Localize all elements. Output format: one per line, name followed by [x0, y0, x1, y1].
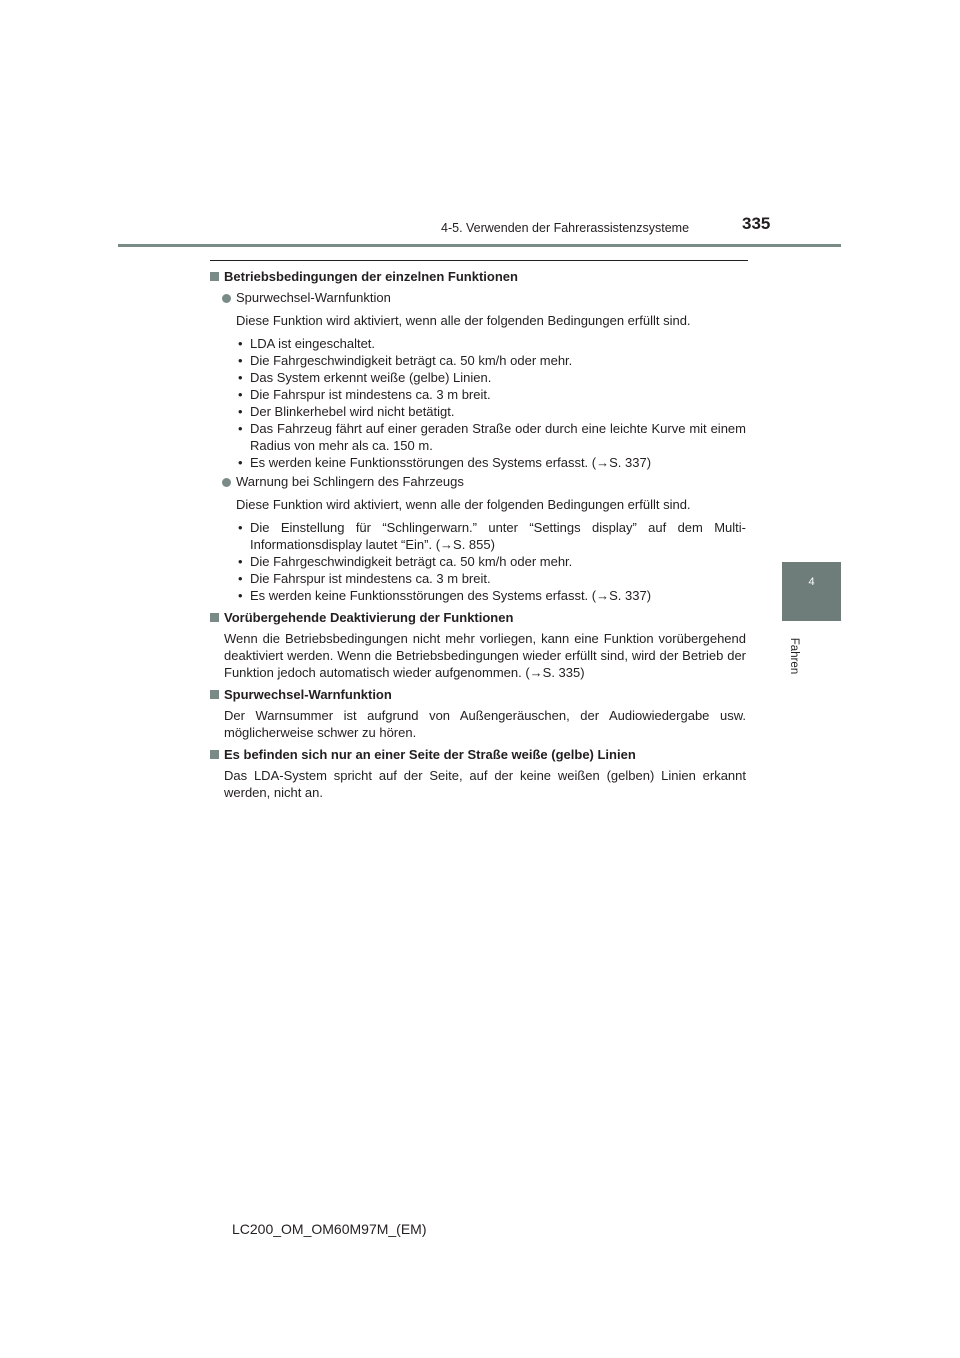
section-heading: Spurwechsel-Warnfunktion: [210, 686, 746, 703]
circle-bullet-icon: [222, 294, 231, 303]
list-item: • Es werden keine Funktionsstörungen des Systems erfasst. (→S. 337): [238, 454, 746, 471]
list-item: • Das Fahrzeug fährt auf einer geraden Straße oder durch eine leichte Kurve mit einem Radius von mehr als ca. 150 m.: [238, 420, 746, 454]
list-item: • Die Fahrspur ist mindestens ca. 3 m breit.: [238, 386, 746, 403]
list-item: • Die Fahrgeschwindigkeit beträgt ca. 50 km/h oder mehr.: [238, 553, 746, 570]
header-section-title: 4-5. Verwenden der Fahrerassistenzsysteme: [441, 221, 690, 235]
subsection-heading: Spurwechsel-Warnfunktion: [222, 289, 746, 306]
list-item: • Die Fahrspur ist mindestens ca. 3 m breit.: [238, 570, 746, 587]
circle-bullet-icon: [222, 478, 231, 487]
square-bullet-icon: [210, 272, 219, 281]
square-bullet-icon: [210, 613, 219, 622]
section-heading: Vorübergehende Deaktivierung der Funktionen: [210, 609, 746, 626]
subsection-intro: Diese Funktion wird aktiviert, wenn alle der folgenden Bedingungen erfüllt sind.: [236, 497, 691, 512]
list-item: • Die Einstellung für “Schlingerwarn.” unter “Settings display” auf dem Multi-Informationsdisplay lautet “Ein”. (→S. 855): [238, 519, 746, 553]
section-heading: Es befinden sich nur an einer Seite der Straße weiße (gelbe) Linien: [210, 746, 746, 763]
header-rule: [118, 244, 841, 247]
list-item: • Es werden keine Funktionsstörungen des Systems erfasst. (→S. 337): [238, 587, 746, 604]
content-top-rule: [210, 260, 748, 261]
condition-list: [238, 335, 746, 471]
chapter-number: 4: [808, 576, 815, 588]
document-code: LC200_OM_OM60M97M_(EM): [232, 1221, 427, 1237]
square-bullet-icon: [210, 690, 219, 699]
square-bullet-icon: [210, 750, 219, 759]
content: [210, 268, 746, 801]
section-text: Das LDA-System spricht auf der Seite, auf der keine weißen (gelben) Linien erkannt werden, nicht an.: [224, 768, 746, 800]
chapter-tab[interactable]: [782, 562, 841, 621]
subsection-heading: Warnung bei Schlingern des Fahrzeugs: [222, 473, 746, 490]
page-number: 335: [742, 214, 771, 233]
section-temporary-deactivation: [210, 609, 746, 681]
chapter-label: Fahren: [788, 637, 800, 675]
list-item: • Das System erkennt weiße (gelbe) Linien.: [238, 369, 746, 386]
section-lane-warning: [210, 686, 746, 741]
section-operating-conditions: [210, 268, 746, 604]
list-item: • Der Blinkerhebel wird nicht betätigt.: [238, 403, 746, 420]
section-text: Wenn die Betriebsbedingungen nicht mehr vorliegen, kann eine Funktion vorübergehend deaktiviert werden. Wenn die Betriebsbedingungen wieder erfüllt sind, wird der Betrieb der Funktion jedoch automatisch wieder aufgenommen. (→S. 335): [224, 631, 746, 680]
list-item: • Die Fahrgeschwindigkeit beträgt ca. 50 km/h oder mehr.: [238, 352, 746, 369]
section-text: Der Warnsummer ist aufgrund von Außengeräuschen, der Audiowiedergabe usw. möglicherweise schwer zu hören.: [224, 708, 746, 740]
section-single-side-lines: [210, 746, 746, 801]
subsection-intro: Diese Funktion wird aktiviert, wenn alle der folgenden Bedingungen erfüllt sind.: [236, 313, 691, 328]
condition-list: [238, 519, 746, 604]
list-item: • LDA ist eingeschaltet.: [238, 335, 746, 352]
section-heading: Betriebsbedingungen der einzelnen Funktionen: [210, 268, 746, 285]
